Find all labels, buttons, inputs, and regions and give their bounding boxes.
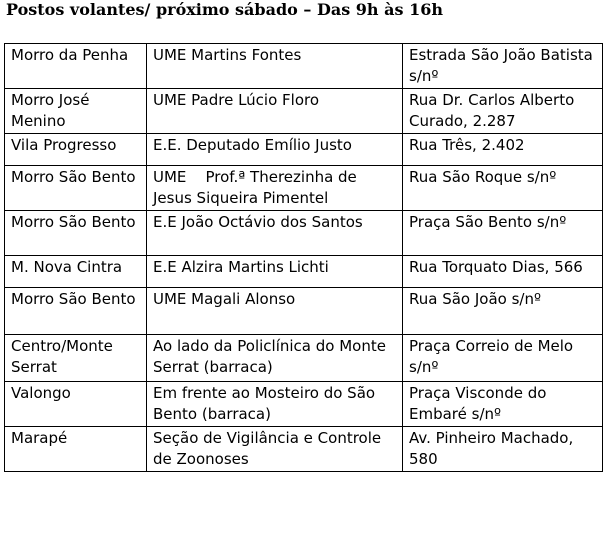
cell-endereco: Rua São João s/nº xyxy=(403,288,603,335)
table-row xyxy=(5,134,603,166)
table-row xyxy=(5,382,603,427)
postos-table xyxy=(4,43,603,472)
table-row xyxy=(5,288,603,335)
cell-endereco: Praça Correio de Melo s/nº xyxy=(403,335,603,382)
table-row xyxy=(5,256,603,288)
cell-local: Morro José Menino xyxy=(5,89,147,134)
cell-endereco: Rua Três, 2.402 xyxy=(403,134,603,166)
cell-endereco: Praça Visconde do Embaré s/nº xyxy=(403,382,603,427)
cell-posto: UME Prof.ª Therezinha de Jesus Siqueira Pimentel xyxy=(147,166,403,211)
cell-posto: Ao lado da Policlínica do Monte Serrat (barraca) xyxy=(147,335,403,382)
table-row xyxy=(5,89,603,134)
cell-endereco: Av. Pinheiro Machado, 580 xyxy=(403,427,603,472)
cell-posto: E.E Alzira Martins Lichti xyxy=(147,256,403,288)
cell-local: Morro São Bento xyxy=(5,166,147,211)
table-row xyxy=(5,211,603,256)
table-row xyxy=(5,166,603,211)
cell-endereco: Estrada São João Batista s/nº xyxy=(403,44,603,89)
cell-posto: Seção de Vigilância e Controle de Zoonoses xyxy=(147,427,403,472)
cell-posto: E.E. Deputado Emílio Justo xyxy=(147,134,403,166)
table-row xyxy=(5,427,603,472)
cell-local: Marapé xyxy=(5,427,147,472)
cell-local: Morro da Penha xyxy=(5,44,147,89)
cell-endereco: Rua Torquato Dias, 566 xyxy=(403,256,603,288)
cell-local: Valongo xyxy=(5,382,147,427)
cell-posto: E.E João Octávio dos Santos xyxy=(147,211,403,256)
cell-local: Morro São Bento xyxy=(5,211,147,256)
cell-local: M. Nova Cintra xyxy=(5,256,147,288)
cell-posto: UME Martins Fontes xyxy=(147,44,403,89)
cell-local: Vila Progresso xyxy=(5,134,147,166)
cell-endereco: Rua São Roque s/nº xyxy=(403,166,603,211)
table-row xyxy=(5,44,603,89)
cell-local: Centro/Monte Serrat xyxy=(5,335,147,382)
page-title: Postos volantes/ próximo sábado – Das 9h às 16h xyxy=(6,0,443,19)
cell-posto: UME Padre Lúcio Floro xyxy=(147,89,403,134)
cell-posto: UME Magali Alonso xyxy=(147,288,403,335)
cell-posto: Em frente ao Mosteiro do São Bento (barraca) xyxy=(147,382,403,427)
cell-local: Morro São Bento xyxy=(5,288,147,335)
cell-endereco: Praça São Bento s/nº xyxy=(403,211,603,256)
table-row xyxy=(5,335,603,382)
cell-endereco: Rua Dr. Carlos Alberto Curado, 2.287 xyxy=(403,89,603,134)
